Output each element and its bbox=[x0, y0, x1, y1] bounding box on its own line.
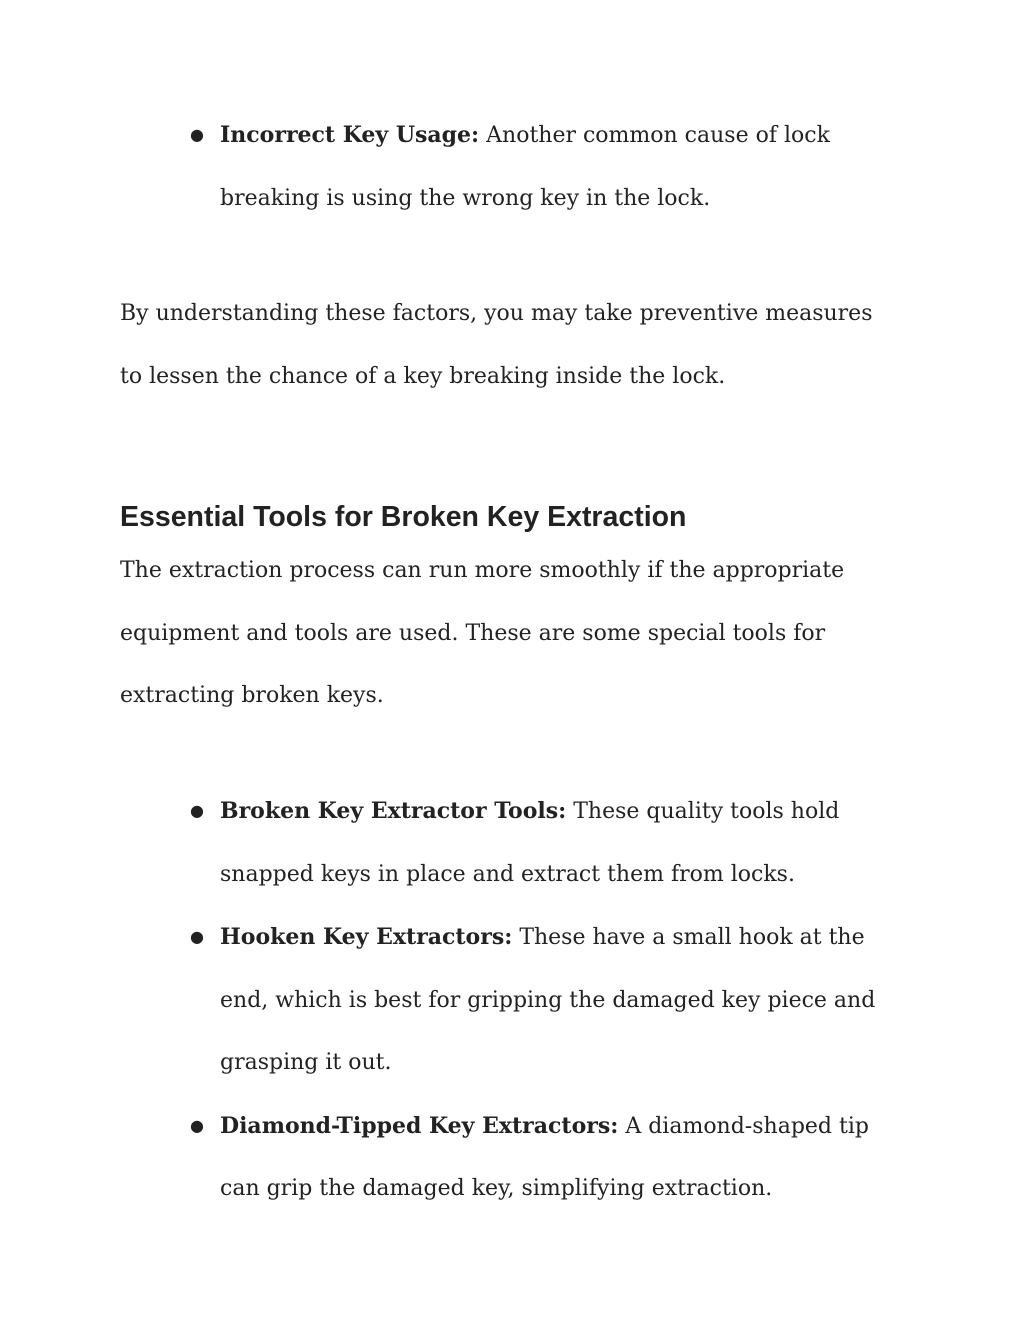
bullet-icon: ● bbox=[190, 125, 204, 144]
list-item-term: Diamond-Tipped Key Extractors: bbox=[220, 1112, 619, 1139]
list-item-term: Hooken Key Extractors: bbox=[220, 924, 513, 950]
summary-paragraph: By understanding these factors, you may take preventive measures to lessen the chance of a key breaking inside the lock. bbox=[120, 301, 873, 389]
tools-bullet-list bbox=[190, 780, 910, 1221]
list-item-text: A diamond-shaped tip can grip the damaged key, simplifying extraction. bbox=[220, 1113, 869, 1201]
list-item bbox=[190, 906, 910, 1095]
list-item-text: Another common cause of lock breaking is using the wrong key in the lock. bbox=[220, 123, 830, 211]
section-intro-paragraph: The extraction process can run more smoothly if the appropriate equipment and tools are used. These are some special tools for extracting broken keys. bbox=[120, 558, 845, 708]
list-item-text: These quality tools hold snapped keys in place and extract them from locks. bbox=[220, 799, 840, 887]
list-item-term: Incorrect Key Usage: bbox=[220, 122, 480, 148]
section-heading: Essential Tools for Broken Key Extraction bbox=[120, 501, 687, 533]
list-item bbox=[190, 780, 910, 906]
bullet-icon: ● bbox=[190, 1115, 204, 1135]
bullet-icon: ● bbox=[190, 801, 204, 820]
list-item bbox=[190, 104, 910, 230]
list-item bbox=[190, 1095, 910, 1221]
bullet-icon: ● bbox=[190, 927, 204, 946]
causes-bullet-list bbox=[190, 104, 910, 230]
list-item-text: These have a small hook at the end, which is best for gripping the damaged key piece and grasping it out. bbox=[220, 925, 876, 1075]
list-item-term: Broken Key Extractor Tools: bbox=[220, 798, 567, 824]
